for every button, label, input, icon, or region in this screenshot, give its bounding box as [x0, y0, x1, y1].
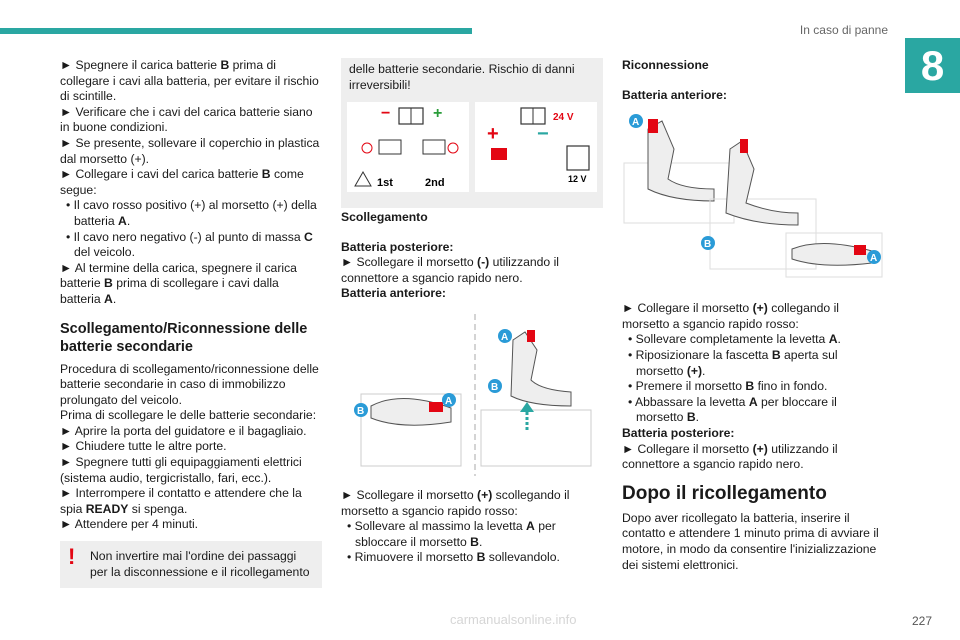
- header-accent-bar: [0, 28, 472, 34]
- label-b-text: B: [491, 381, 499, 393]
- red-lever: [740, 139, 748, 153]
- step: ► Scollegare il morsetto (+) scollegando il morsetto a sgancio rapido rosso:: [341, 487, 570, 518]
- red-lever: [648, 119, 658, 133]
- bullet-item: • Sollevare al massimo la levetta A per sbloccare il morsetto B.: [347, 519, 556, 549]
- red-lever: [527, 330, 535, 342]
- label-a-text: A: [501, 331, 509, 343]
- red-clamp-icon: [491, 148, 507, 160]
- warning-note-continued: [341, 58, 603, 208]
- arrow-head: [520, 402, 534, 412]
- warning-note: [60, 541, 322, 588]
- label-a-text: A: [445, 395, 453, 407]
- section-heading: Dopo il ricollegamento: [622, 482, 827, 504]
- watermark: carmanualsonline.info: [450, 612, 577, 627]
- disconnect-illustration: [341, 310, 603, 480]
- reconnect-illustration: [622, 109, 884, 279]
- column-middle: [341, 210, 603, 566]
- red-lever: [854, 245, 866, 255]
- section-heading: Scollegamento: [341, 210, 428, 224]
- step: ► Chiudere tutte le altre porte.: [60, 439, 227, 454]
- bullet-item: • Rimuovere il morsetto B sollevandolo.: [347, 550, 560, 565]
- chapter-badge: 8: [905, 38, 960, 93]
- warning-text: delle batterie secondarie. Rischio di danni irreversibili!: [349, 62, 575, 92]
- label-a-text: A: [870, 253, 878, 265]
- minus-sign: −: [381, 105, 391, 122]
- section-title: In caso di panne: [799, 23, 888, 37]
- step: ► Scollegare il morsetto (-) utilizzando il connettore a sgancio rapido nero.: [341, 255, 559, 285]
- clamp-drawing: [726, 141, 798, 225]
- paragraph: ► Verificare che i cavi del carica batterie siano in buone condizioni.: [60, 104, 313, 135]
- step: ► Interrompere il contatto e attendere che la spia READY si spenga.: [60, 486, 302, 516]
- diagram-panel-left: [347, 102, 469, 192]
- subheading: Batteria posteriore:: [341, 239, 454, 254]
- column-left: [60, 58, 322, 588]
- red-lever: [429, 402, 443, 412]
- label-b-text: B: [357, 405, 365, 417]
- bullet-item: • Sollevare completamente la levetta A.: [628, 332, 841, 347]
- section-heading: Riconnessione: [622, 58, 709, 72]
- paragraph: Dopo aver ricollegato la batteria, inserire il contatto e attendere 1 minuto prima di avviare il motore, in modo da consentire l'inizializzazione dei sistemi elettronici.: [622, 510, 879, 572]
- subheading: Batteria anteriore:: [341, 286, 446, 301]
- bullet-item: • Riposizionare la fascetta B aperta sul morsetto (+).: [628, 347, 838, 378]
- plus-sign-large: +: [487, 123, 499, 145]
- bullet-item: • Il cavo rosso positivo (+) al morsetto (+) della batteria A.: [66, 198, 317, 228]
- minus-sign-large: −: [537, 123, 549, 145]
- warning-icon: !: [68, 544, 76, 570]
- section-heading: Scollegamento/Riconnessione delle batterie secondarie: [60, 320, 308, 355]
- label-b-text: B: [704, 239, 712, 251]
- paragraph: Procedura di scollegamento/riconnessione delle batterie secondarie in caso di immobilizzo prolungato del veicolo.: [60, 361, 319, 407]
- battery-block: [481, 410, 591, 466]
- step: ► Spegnere tutti gli equipaggiamenti elettrici (sistema audio, tergicristallo, fari, ecc.).: [60, 455, 302, 485]
- paragraph: ► Spegnere il carica batterie B prima di collegare i cavi alla batteria, per evitare il rischio di scintille.: [60, 58, 319, 104]
- bullet-item: • Premere il morsetto B fino in fondo.: [628, 379, 828, 394]
- clamp-drawing: [511, 332, 571, 406]
- connection-order-diagram: [341, 100, 603, 196]
- paragraph: Prima di scollegare le delle batterie secondarie:: [60, 408, 317, 423]
- voltage-24-label: 24 V: [553, 112, 574, 123]
- subheading: Batteria anteriore:: [622, 87, 727, 102]
- subheading: Batteria posteriore:: [622, 425, 735, 440]
- paragraph: ► Al termine della carica, spegnere il carica batterie B prima di scollegare i cavi dalla batteria A.: [60, 260, 297, 306]
- voltage-12-label: 12 V: [568, 174, 587, 184]
- step: ► Aprire la porta del guidatore e il bagagliaio.: [60, 423, 307, 438]
- plus-sign: +: [433, 105, 443, 122]
- bullet-item: • Il cavo nero negativo (-) al punto di massa C del veicolo.: [66, 229, 313, 260]
- step: ► Collegare il morsetto (+) collegando il morsetto a sgancio rapido rosso:: [622, 301, 839, 331]
- step: ► Collegare il morsetto (+) utilizzando il connettore a sgancio rapido nero.: [622, 441, 838, 472]
- order-second-label: 2nd: [425, 177, 445, 189]
- warning-text: Non invertire mai l'ordine dei passaggi per la disconnessione e il ricollegamento: [90, 549, 310, 579]
- paragraph: ► Se presente, sollevare il coperchio in plastica dal morsetto (+).: [60, 135, 320, 166]
- step: ► Attendere per 4 minuti.: [60, 517, 199, 532]
- bullet-item: • Abbassare la levetta A per bloccare il morsetto B.: [628, 394, 837, 425]
- page-number: 227: [911, 614, 932, 628]
- column-right: [622, 58, 884, 573]
- paragraph: ► Collegare i cavi del carica batterie B come segue:: [60, 167, 304, 197]
- order-first-label: 1st: [377, 177, 393, 189]
- label-a-text: A: [632, 117, 640, 129]
